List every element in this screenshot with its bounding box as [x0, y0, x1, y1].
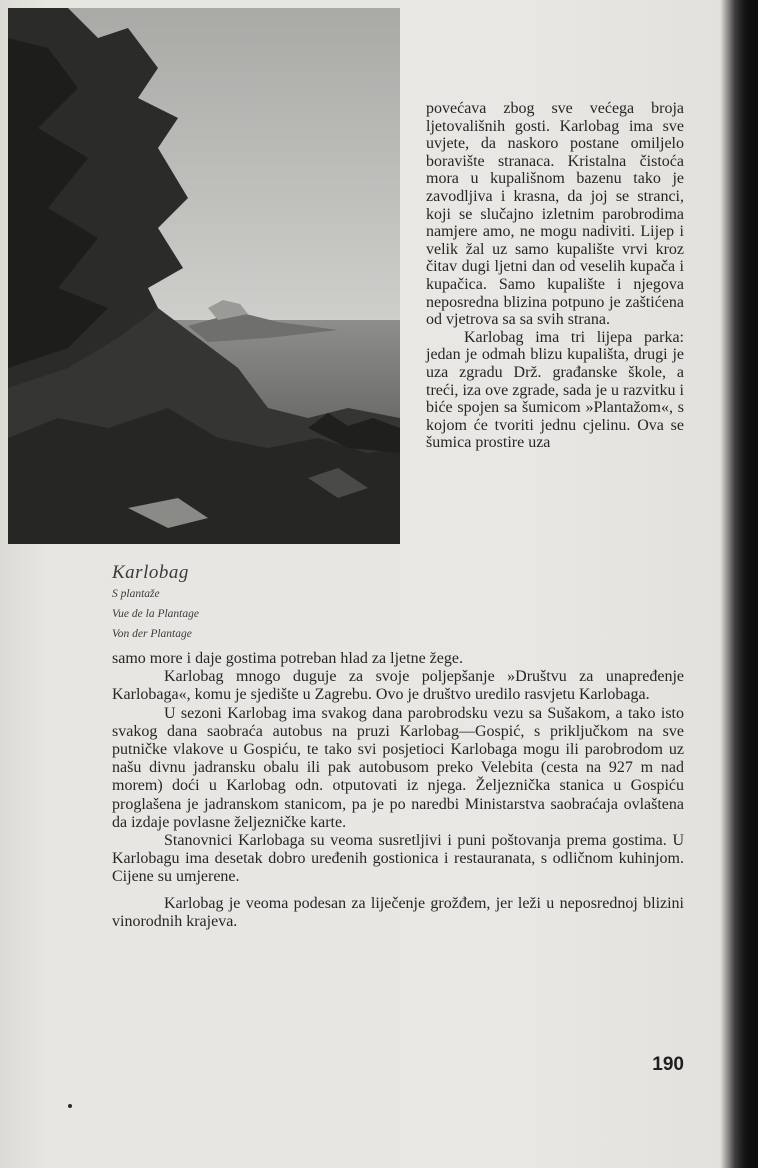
caption-line-hr: S plantaže	[112, 588, 160, 600]
page-number: 190	[652, 1054, 684, 1075]
body-paragraph: Karlobag mnogo duguje za svoje poljepšanje »Društvu za unapređenje Karlobaga«, komu je sjedište u Zagrebu. Ovo je društvo uredilo rasvjetu Karlobaga.	[112, 668, 684, 704]
body-paragraph: samo more i daje gostima potreban hlad za ljetne žege.	[112, 650, 463, 667]
karlobag-photo	[8, 8, 400, 544]
caption-line-de: Von der Plantage	[112, 628, 192, 640]
spine-shadow	[736, 0, 758, 1168]
caption-title: Karlobag	[112, 562, 189, 583]
body-paragraph: Karlobag je veoma podesan za liječenje grožđem, jer leži u neposrednoj blizini vinorodnih krajeva.	[112, 894, 684, 930]
column-paragraph: povećava zbog sve većega broja ljetovališnih gosti. Karlobag ima sve uvjete, da naskoro postane omiljelo boravište stranaca. Kristalna čistoća mora u kupališnom bazenu tako je zavodljiva i krasna, da joj se stranci, koji se slučajno izletnim parobrodima namjere amo, ne mogu nadiviti. Lijep i velik žal uz samo kupalište vrvi kroz čitav dugi ljetni dan od veselih kupača i kupačica. Samo kupalište i njegova neposredna blizina potpuno je zaštićena od vjetrova sa sa svih strana.	[426, 100, 684, 329]
caption-line-fr: Vue de la Plantage	[112, 608, 199, 620]
body-paragraph: Stanovnici Karlobaga su veoma susretljivi i puni poštovanja prema gostima. U Karlobagu ima desetak dobro uređenih gostionica i restauranata, s odličnom kuhinjom. Cijene su umjerene.	[112, 832, 684, 886]
photo-caption	[112, 562, 262, 644]
body-text	[112, 650, 684, 931]
column-text	[426, 100, 684, 452]
body-paragraph: U sezoni Karlobag ima svakog dana parobrodsku vezu sa Sušakom, a tako isto svakog dana saobraća autobus na pruzi Karlobag—Gospić, s priključkom na sve putničke vlakove u Gospiću, te tako svi posjetioci Karlobaga mogu ili parobrodom uz našu divnu jadransku obalu ili pak autobusom preko Velebita (cesta na 927 m nad morem) doći u Karlobag odn. otputovati iz njega. Željeznička stanica u Gospiću proglašena je jadranskom stanicom, pa je po naredbi Ministarstva saobraćaja ovlaštena da izdaje povlasne željezničke karte.	[112, 704, 684, 831]
column-paragraph: Karlobag ima tri lijepa parka: jedan je odmah blizu kupališta, drugi je uza zgradu Drž. građanske škole, a treći, iza ove zgrade, sada je u razvitku i biće spojen sa šumicom »Plantažom«, s kojom će tvoriti jednu cjelinu. Ova se šumica prostire uza	[426, 328, 684, 452]
print-speck	[68, 1104, 72, 1108]
